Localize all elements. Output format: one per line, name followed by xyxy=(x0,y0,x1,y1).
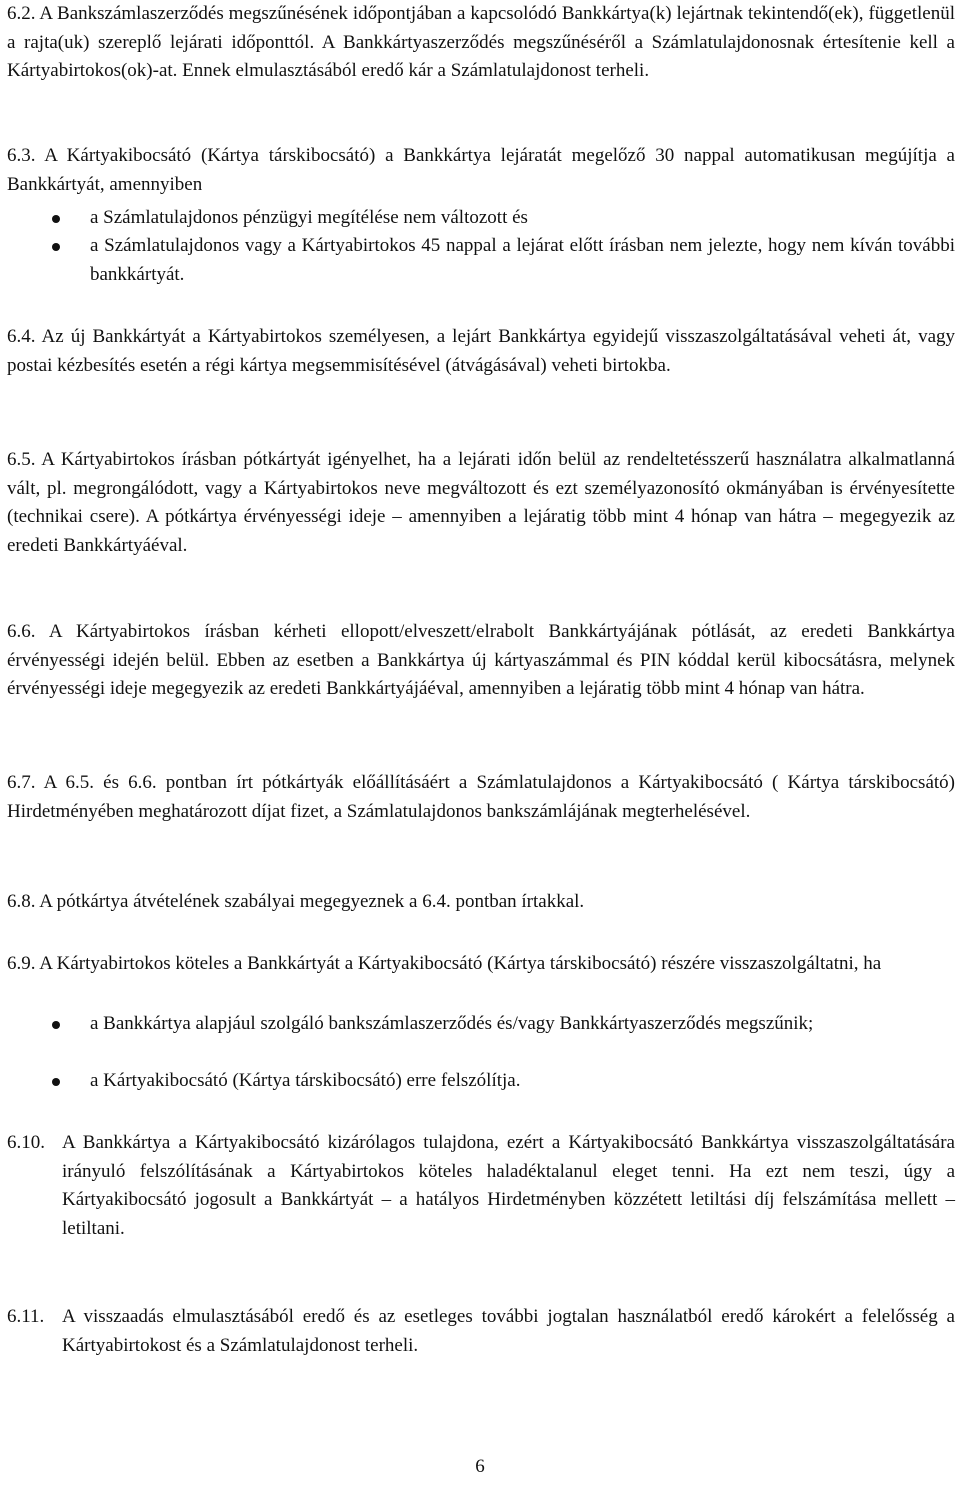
paragraph-number: 6.10. xyxy=(7,1132,45,1153)
bullet-text: a Kártyakibocsátó (Kártya társkibocsátó) erre felszólítja. xyxy=(90,1070,521,1091)
bullet-text: a Számlatulajdonos vagy a Kártyabirtokos 45 nappal a lejárat előtt írásban nem jelezte, hogy nem kíván további bankkártyát. xyxy=(90,235,955,285)
paragraph-6-3 xyxy=(7,142,955,199)
page-number: 6 xyxy=(475,1456,485,1477)
paragraph-6-7-text: 6.7. A 6.5. és 6.6. pontban írt pótkártyák előállításáért a Számlatulajdonos a Kártyakibocsátó ( Kártya társkibocsátó) Hirdetményében meghatározott díjat fizet, a Számlatulajdonos bankszámlájának megterhelésével. xyxy=(7,772,955,822)
bullet-icon xyxy=(52,1078,60,1086)
paragraph-6-4 xyxy=(7,323,955,380)
paragraph-6-8-text: 6.8. A pótkártya átvételének szabályai megegyeznek a 6.4. pontban írtakkal. xyxy=(7,891,585,912)
paragraph-6-4-text: 6.4. Az új Bankkártyát a Kártyabirtokos személyesen, a lejárt Bankkártya egyidejű visszaszolgáltatásával veheti át, vagy postai kézbesítés esetén a régi kártya megsemmisítésével (átvágásával) veheti birtokba. xyxy=(7,326,955,376)
paragraph-6-3-text: 6.3. A Kártyakibocsátó (Kártya társkibocsátó) a Bankkártya lejáratát megelőző 30 nappal automatikusan megújítja a Bankkártyát, amennyiben xyxy=(7,145,955,195)
paragraph-6-8 xyxy=(7,888,955,917)
bullet-icon xyxy=(52,215,60,223)
paragraph-6-5-text: 6.5. A Kártyabirtokos írásban pótkártyát igényelhet, ha a lejárati időn belül az rendeltetésszerű használatra alkalmatlanná vált, pl. megrongálódott, vagy a Kártyabirtokos neve megváltozott és ezt személyazonosító okmányában is érvényesítette (technikai csere). A pótkártya érvényességi ideje – amennyiben a lejáratig több mint 4 hónap van hátra – megegyezik az eredeti Bankkártyáéval. xyxy=(7,449,955,556)
paragraph-6-7 xyxy=(7,769,955,826)
paragraph-6-2 xyxy=(7,0,955,86)
paragraph-6-11-text: A visszaadás elmulasztásából eredő és az esetleges további jogtalan használatból eredő károkért a felelősség a Kártyabirtokost és a Számlatulajdonost terheli. xyxy=(62,1306,955,1356)
bullet-text: a Bankkártya alapjául szolgáló bankszámlaszerződés és/vagy Bankkártyaszerződés megszűnik; xyxy=(90,1013,814,1034)
paragraph-6-6 xyxy=(7,618,955,704)
bullet-icon xyxy=(52,1021,60,1029)
paragraph-6-10-text: A Bankkártya a Kártyakibocsátó kizárólagos tulajdona, ezért a Kártyakibocsátó Bankkártya visszaszolgáltatására irányuló felszólításának a Kártyabirtokos köteles haladéktalanul eleget tenni. Ha ezt nem teszi, úgy a Kártyakibocsátó jogosult a Bankkártyát – a hatályos Hirdetményben közzétett letiltási díj felszámítása mellett – letiltani. xyxy=(62,1132,955,1239)
bullet-icon xyxy=(52,243,60,251)
paragraph-6-6-text: 6.6. A Kártyabirtokos írásban kérheti ellopott/elveszett/elrabolt Bankkártyájának pótlását, az eredeti Bankkártya érvényességi idején belül. Ebben az esetben a Bankkártya új kártyaszámmal és PIN kóddal kerül kibocsátásra, melynek érvényességi ideje megegyezik az eredeti Bankkártyájáéval, amennyiben a lejáratig több mint 4 hónap van hátra. xyxy=(7,621,955,699)
paragraph-number: 6.11. xyxy=(7,1306,45,1327)
paragraph-6-9 xyxy=(7,950,955,979)
paragraph-6-5 xyxy=(7,446,955,560)
bullet-text: a Számlatulajdonos pénzügyi megítélése nem változott és xyxy=(90,207,528,228)
paragraph-6-2-text: 6.2. A Bankszámlaszerződés megszűnésének időpontjában a kapcsolódó Bankkártya(k) lejártnak tekintendő(ek), függetlenül a rajta(uk) szereplő lejárati időponttól. A Bankkártyaszerződés megszűnéséről a Számlatulajdonosnak értesítenie kell a Kártyabirtokos(ok)-at. Ennek elmulasztásából eredő kár a Számlatulajdonost terheli. xyxy=(7,3,955,81)
paragraph-6-9-text: 6.9. A Kártyabirtokos köteles a Bankkártyát a Kártyakibocsátó (Kártya társkibocsátó) részére visszaszolgáltatni, ha xyxy=(7,953,882,974)
